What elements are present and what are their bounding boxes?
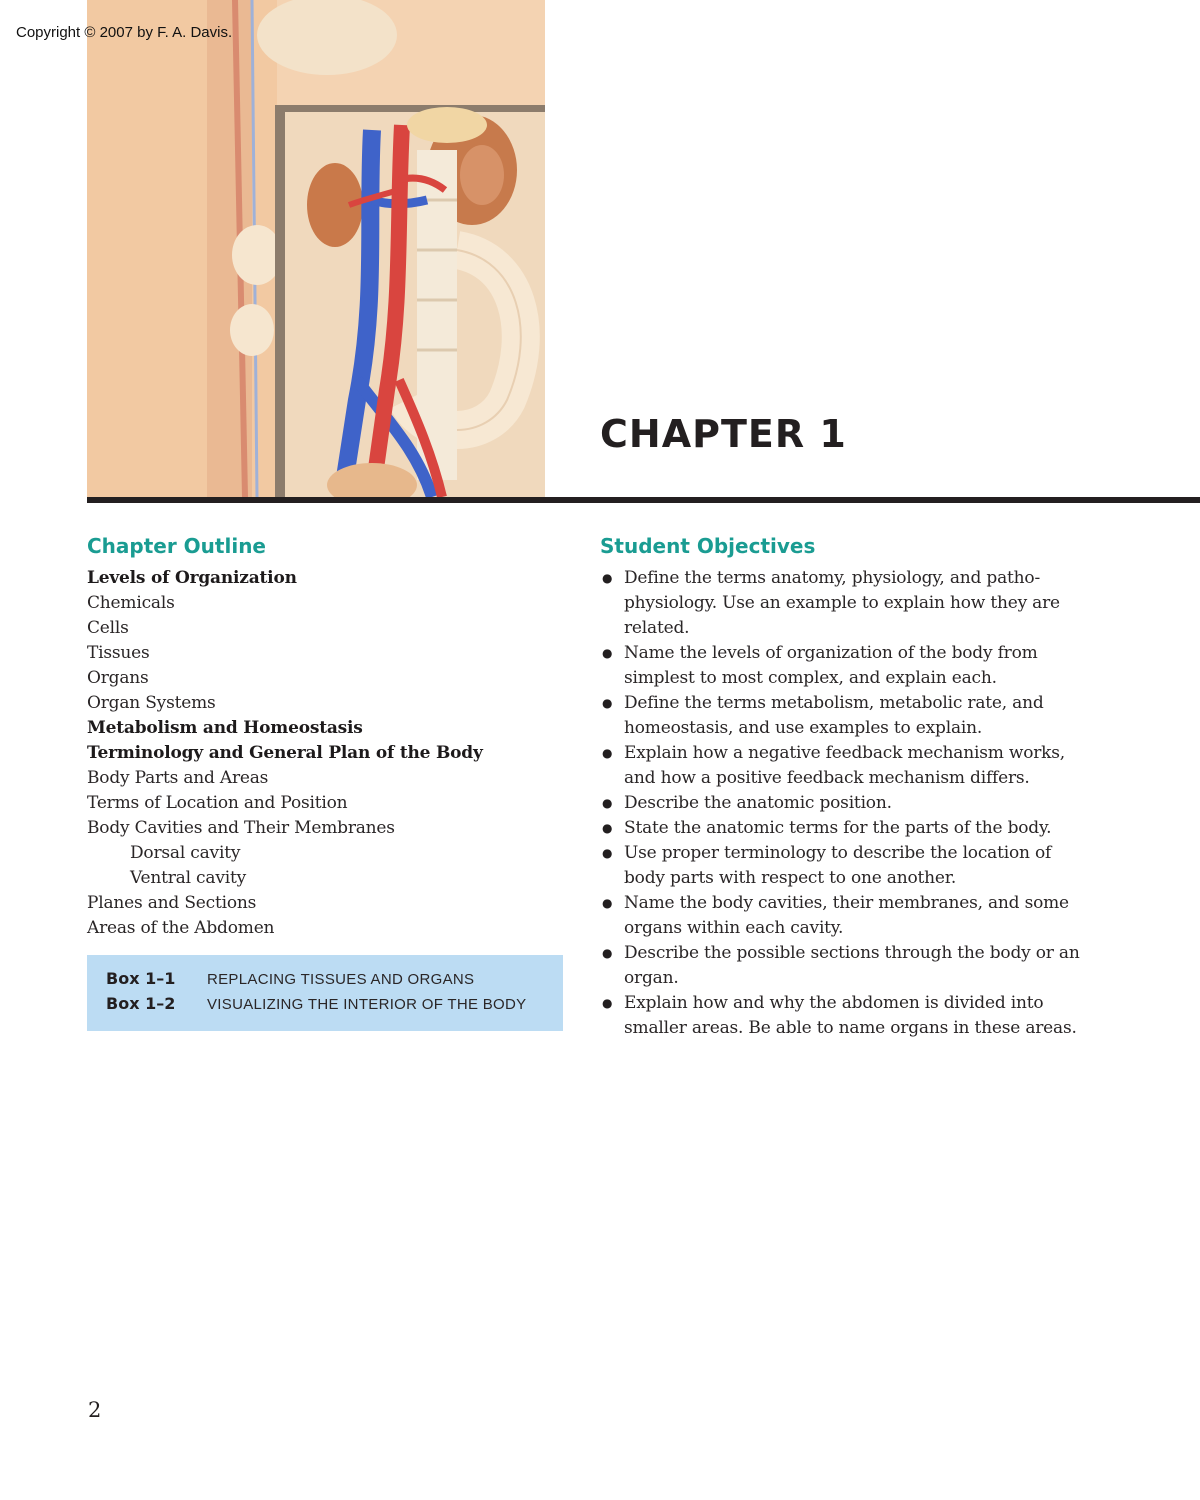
objective-text: Name the levels of organization of the body from simplest to most complex, and explain each. <box>624 643 1038 688</box>
outline-item: Levels of Organization <box>87 568 297 588</box>
objective-item <box>600 691 1085 741</box>
objective-text: Describe the possible sections through the body or an organ. <box>624 943 1080 988</box>
bullet-icon: ● <box>602 896 613 910</box>
chapter-outline-heading: Chapter Outline <box>87 534 266 558</box>
bullet-icon: ● <box>602 646 613 660</box>
header-rule <box>87 497 1200 503</box>
objective-item <box>600 891 1085 941</box>
objective-text: Define the terms anatomy, physiology, and patho- physiology. Use an example to explain how they are related. <box>624 568 1060 638</box>
outline-item: Terms of Location and Position <box>87 793 348 813</box>
boxes-panel <box>87 955 563 1031</box>
box-entry <box>106 991 563 1016</box>
chapter-outline-list <box>87 566 567 941</box>
box-entry <box>106 966 563 991</box>
bullet-icon: ● <box>602 821 613 835</box>
student-objectives-heading: Student Objectives <box>600 534 816 558</box>
box-label: Box 1–2 <box>106 994 176 1013</box>
outline-item: Planes and Sections <box>87 893 257 913</box>
objective-item <box>600 991 1085 1041</box>
objective-item <box>600 741 1085 791</box>
objective-text: Describe the anatomic position. <box>624 793 892 813</box>
outline-item: Tissues <box>87 643 150 663</box>
outline-item: Metabolism and Homeostasis <box>87 718 363 738</box>
objective-text: State the anatomic terms for the parts of the body. <box>624 818 1052 838</box>
page-number: 2 <box>88 1398 102 1422</box>
box-title: REPLACING TISSUES AND ORGANS <box>207 971 475 988</box>
outline-subitem: Ventral cavity <box>130 868 246 888</box>
outline-item: Areas of the Abdomen <box>87 918 275 938</box>
box-label: Box 1–1 <box>106 969 176 988</box>
outline-item: Body Cavities and Their Membranes <box>87 818 395 838</box>
anatomy-icon <box>87 0 545 497</box>
bullet-icon: ● <box>602 996 613 1010</box>
bullet-icon: ● <box>602 571 613 585</box>
outline-item: Organs <box>87 668 149 688</box>
anatomy-illustration <box>87 0 545 497</box>
outline-item: Chemicals <box>87 593 175 613</box>
objective-text: Explain how and why the abdomen is divided into smaller areas. Be able to name organs in these areas. <box>624 993 1077 1038</box>
bullet-icon: ● <box>602 846 613 860</box>
outline-item: Body Parts and Areas <box>87 768 269 788</box>
objective-item <box>600 816 1085 841</box>
objective-item <box>600 791 1085 816</box>
outline-subitem: Dorsal cavity <box>130 843 241 863</box>
objective-item <box>600 566 1085 641</box>
objective-text: Use proper terminology to describe the location of body parts with respect to one another. <box>624 843 1052 888</box>
objective-text: Explain how a negative feedback mechanism works, and how a positive feedback mechanism differs. <box>624 743 1065 788</box>
bullet-icon: ● <box>602 746 613 760</box>
bullet-icon: ● <box>602 696 613 710</box>
box-title: VISUALIZING THE INTERIOR OF THE BODY <box>207 996 527 1013</box>
outline-item: Organ Systems <box>87 693 216 713</box>
outline-item: Cells <box>87 618 129 638</box>
chapter-title: CHAPTER 1 <box>600 412 847 456</box>
outline-item: Terminology and General Plan of the Body <box>87 743 483 763</box>
objective-text: Name the body cavities, their membranes, and some organs within each cavity. <box>624 893 1069 938</box>
objective-item <box>600 941 1085 991</box>
objective-item <box>600 641 1085 691</box>
objective-text: Define the terms metabolism, metabolic rate, and homeostasis, and use examples to explain. <box>624 693 1044 738</box>
bullet-icon: ● <box>602 946 613 960</box>
copyright-notice: Copyright © 2007 by F. A. Davis. <box>16 24 233 41</box>
bullet-icon: ● <box>602 796 613 810</box>
objective-item <box>600 841 1085 891</box>
student-objectives-list <box>600 566 1085 1041</box>
